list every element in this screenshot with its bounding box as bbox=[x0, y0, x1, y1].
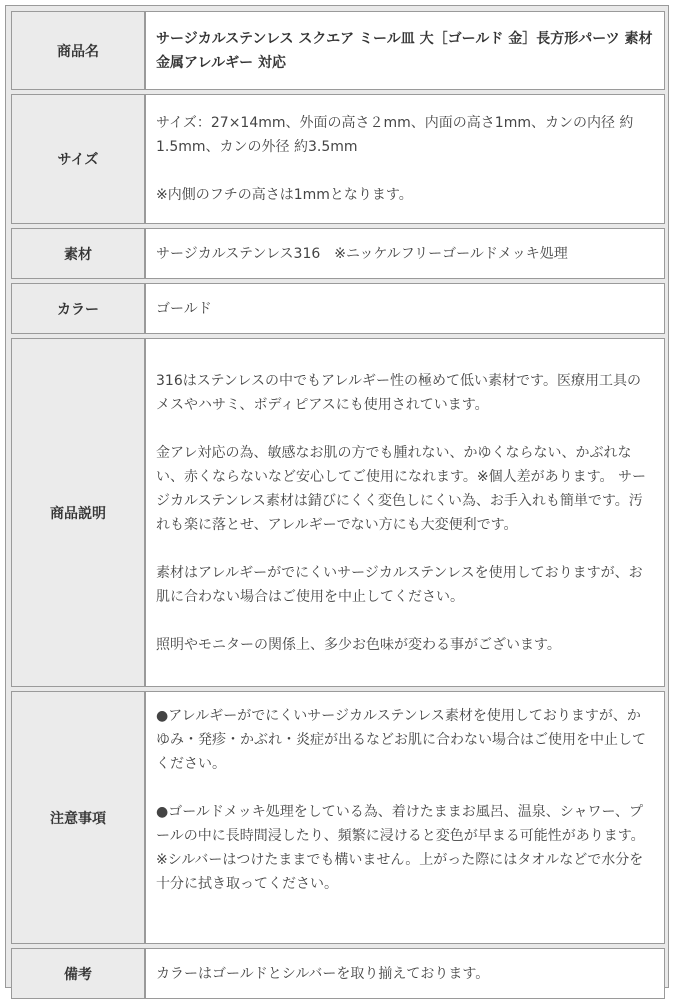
description-paragraph: 金アレ対応の為、敏感なお肌の方でも腫れない、かゆくならない、かぶれない、赤くならないなど安心してご使用になれます。※個人差があります。 サージカルステンレス素材は錆びにくく変色しにくい為、お手入れも簡単です。汚れも楽に落とせ、アレルギーでない方にも大変便利です。 bbox=[156, 444, 646, 533]
row-color bbox=[11, 283, 665, 334]
caution-paragraph: ●アレルギーがでにくいサージカルステンレス素材を使用しておりますが、かゆみ・発疹・かぶれ・炎症が出るなどお肌に合わない場合はご使用を中止してください。 bbox=[156, 708, 646, 772]
label-caution: 注意事項 bbox=[11, 691, 145, 944]
value-caution bbox=[145, 691, 665, 944]
value-product-name: サージカルステンレス スクエア ミール皿 大［ゴールド 金］長方形パーツ 素材 金属アレルギー 対応 bbox=[145, 11, 665, 90]
value-remarks: カラーはゴールドとシルバーを取り揃えております。 bbox=[145, 948, 665, 999]
caution-paragraph: ●ゴールドメッキ処理をしている為、着けたままお風呂、温泉、シャワー、プールの中に長時間浸したり、頻繁に浸けると変色が早まる可能性があります。※シルバーはつけたままでも構いません。上がった際にはタオルなどで水分を十分に拭き取ってください。 bbox=[156, 804, 645, 892]
row-material bbox=[11, 228, 665, 279]
row-description bbox=[11, 338, 665, 687]
description-paragraph: 316はステンレスの中でもアレルギー性の極めて低い素材です。医療用工具のメスやハサミ、ボディピアスにも使用されています。 bbox=[156, 372, 641, 413]
row-product-name bbox=[11, 11, 665, 90]
value-material: サージカルステンレス316 ※ニッケルフリーゴールドメッキ処理 bbox=[145, 228, 665, 279]
label-description: 商品説明 bbox=[11, 338, 145, 687]
label-remarks: 備考 bbox=[11, 948, 145, 999]
size-note: ※内側のフチの高さは1mmとなります。 bbox=[156, 187, 413, 203]
value-description bbox=[145, 338, 665, 687]
spec-table-frame bbox=[5, 5, 669, 988]
row-remarks bbox=[11, 948, 665, 999]
product-spec-table bbox=[11, 7, 665, 1003]
size-dimensions: サイズ：27×14mm、外面の高さ２mm、内面の高さ1mm、カンの内径 約1.5mm、カンの外径 約3.5mm bbox=[156, 115, 634, 155]
value-color: ゴールド bbox=[145, 283, 665, 334]
label-size: サイズ bbox=[11, 94, 145, 224]
description-paragraph: 素材はアレルギーがでにくいサージカルステンレスを使用しておりますが、お肌に合わない場合はご使用を中止してください。 bbox=[156, 564, 643, 605]
label-product-name: 商品名 bbox=[11, 11, 145, 90]
row-caution bbox=[11, 691, 665, 944]
description-paragraph: 照明やモニターの関係上、多少お色味が変わる事がございます。 bbox=[156, 636, 561, 653]
value-size bbox=[145, 94, 665, 224]
label-color: カラー bbox=[11, 283, 145, 334]
label-material: 素材 bbox=[11, 228, 145, 279]
row-size bbox=[11, 94, 665, 224]
